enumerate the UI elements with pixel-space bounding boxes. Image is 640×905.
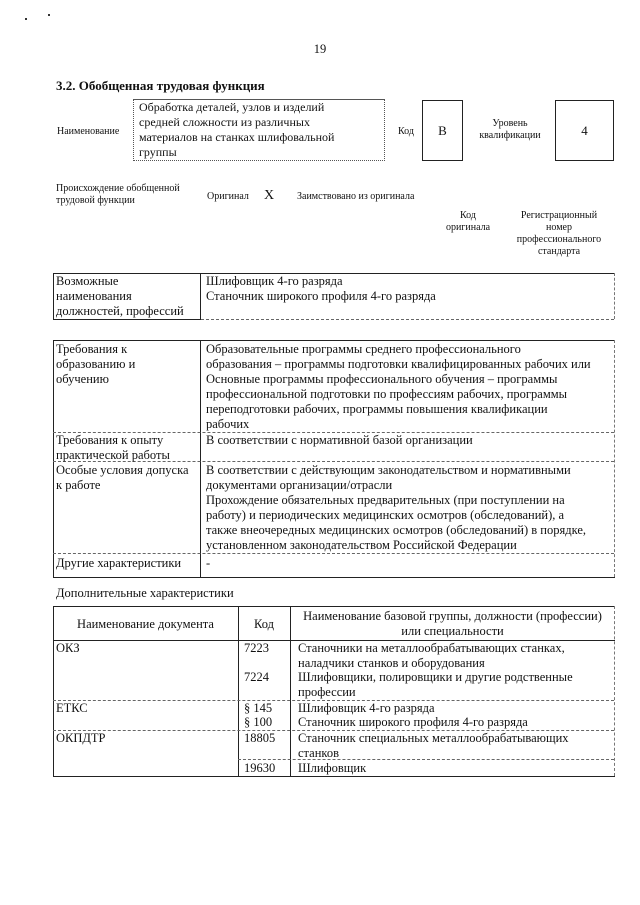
table-row-name: Шлифовщик 4-го разряда (298, 701, 435, 715)
req-row-divider (53, 553, 614, 554)
positions-bottom-dash (201, 319, 614, 320)
col-name-header: Наименование базовой группы, должности (профессии) или специальности (303, 609, 602, 638)
positions-left-line (53, 273, 54, 319)
table-row-doc: ЕТКС (56, 701, 88, 715)
req-right-line (614, 340, 615, 577)
add-bottom-line (53, 776, 615, 777)
table-row-code: § 100 (244, 715, 273, 729)
code-value: B (438, 123, 447, 138)
positions-bottom-line (53, 319, 201, 320)
table-row-name: Станочник широкого профиля 4-го разряда (298, 715, 528, 729)
level-value: 4 (581, 123, 588, 138)
req-special-label: Особые условия допуска к работе (56, 463, 189, 492)
additional-title: Дополнительные характеристики (56, 586, 234, 600)
req-other-value: - (206, 556, 211, 570)
scan-speck (25, 18, 27, 20)
req-top-line (53, 340, 615, 341)
name-label: Наименование (57, 126, 120, 137)
reg-number-label: Регистрационный номер профессионального стандарта (516, 210, 602, 257)
req-mid-line (200, 340, 201, 577)
positions-label: Возможные наименования должностей, профессий (56, 274, 184, 318)
table-row-name: Шлифовщик (298, 761, 367, 775)
req-education-value: Образовательные программы среднего профессионального образования – программы подготовки квалифицированных рабочих или Основные программы профессионального обучения – программы профессиональной подготовки по профессиям рабочих, программы переподготовки рабочих, программы повышения квалификации рабочих (206, 342, 591, 431)
add-top-line (53, 606, 615, 607)
level-label: Уровень квалификации (479, 118, 541, 141)
req-bottom-line (53, 577, 615, 578)
positions-right-line (614, 273, 615, 319)
table-row-code: 7224 (244, 670, 269, 684)
code-label: Код (398, 126, 414, 137)
col-doc-header: Наименование документа (77, 617, 214, 631)
req-left-line (53, 340, 54, 577)
positions-value: Шлифовщик 4-го разряда Станочник широкого профиля 4-го разряда (206, 274, 436, 303)
original-mark: X (264, 188, 275, 203)
positions-mid-line (200, 273, 201, 319)
borrowed-label: Заимствовано из оригинала (297, 191, 415, 202)
original-label: Оригинал (207, 191, 249, 202)
req-experience-value: В соответствии с нормативной базой организации (206, 433, 473, 447)
table-row-doc: ОКПДТР (56, 731, 106, 745)
table-row-name: Станочники на металлообрабатывающих станках, наладчики станков и оборудования (298, 641, 565, 670)
table-row-code: § 145 (244, 701, 273, 715)
table-row-code: 19630 (244, 761, 276, 775)
code-original-label: Код оригинала (445, 210, 491, 233)
req-experience-label: Требования к опыту практической работы (56, 433, 170, 462)
scan-speck (48, 14, 50, 16)
req-special-value: В соответствии с действующим законодательством и нормативными документами организации/отрасли Прохождение обязательных предварительных (при поступлении на работу) и периодических медицинских осмотров (обследований), а также внеочередных медицинских осмотров (обследований) в порядке, установленном законодательством Российской Федерации (206, 463, 587, 552)
req-other-label: Другие характеристики (56, 556, 182, 570)
page-number: 19 (313, 42, 327, 56)
table-row-name: Шлифовщики, полировщики и другие родственные профессии (298, 670, 573, 699)
col-code-header: Код (254, 617, 274, 631)
table-row-doc: ОКЗ (56, 641, 80, 655)
table-row-code: 7223 (244, 641, 269, 655)
name-value: Обработка деталей, узлов и изделий средней сложности из различных материалов на станках шлифовальной группы (139, 100, 335, 159)
req-education-label: Требования к образованию и обучению (56, 342, 136, 386)
table-row-name: Станочник специальных металлообрабатывающих станков (298, 731, 569, 760)
section-title: 3.2. Обобщенная трудовая функция (56, 78, 265, 93)
table-row-code: 18805 (244, 731, 276, 745)
origin-label: Происхождение обобщенной трудовой функции (56, 183, 180, 206)
